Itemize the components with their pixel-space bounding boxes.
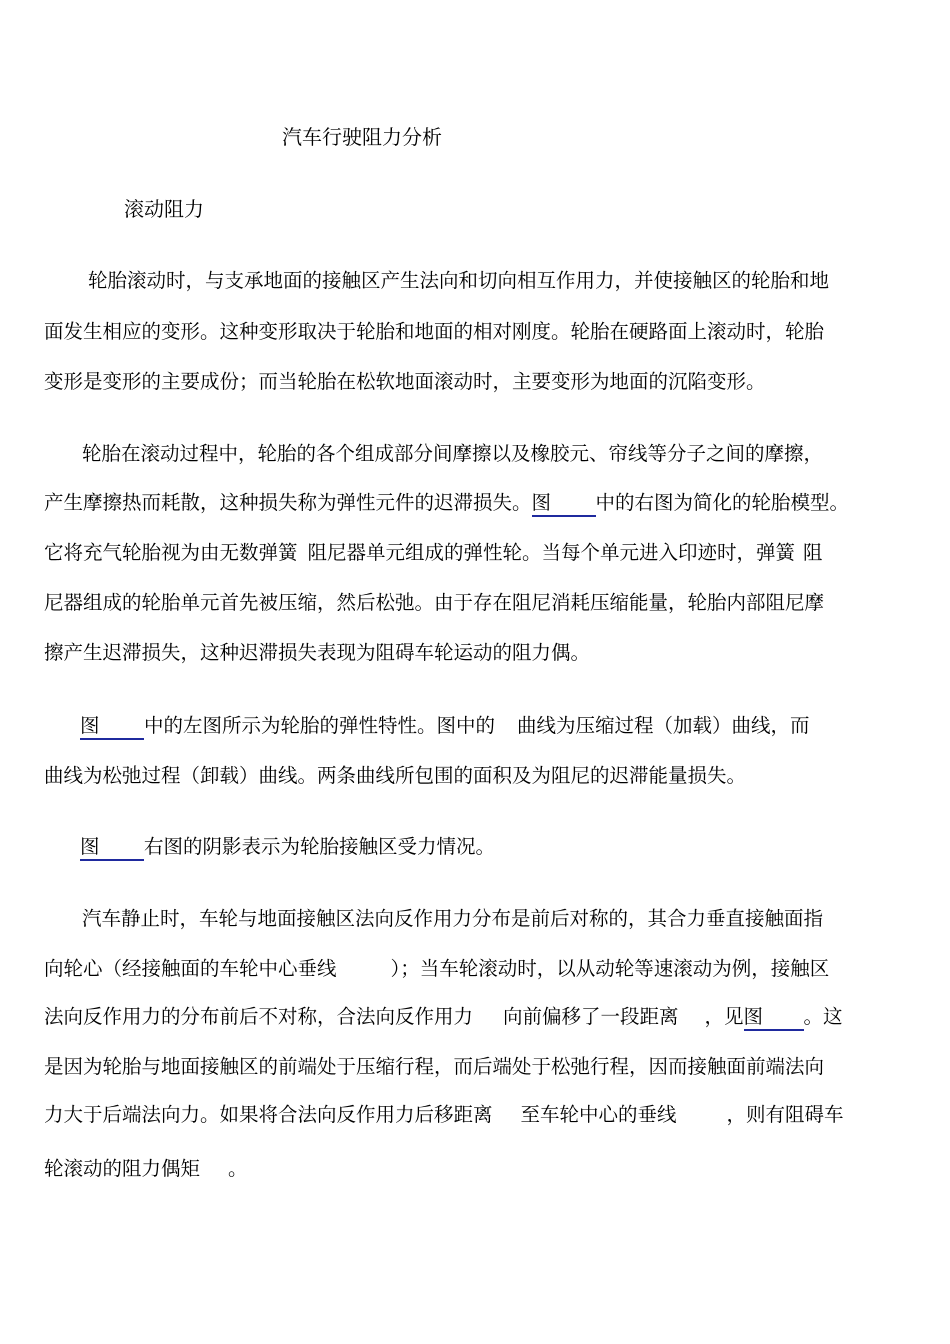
paragraph-1-line-3: 变形是变形的主要成份；而当轮胎在松软地面滚动时，主要变形为地面的沉陷变形。 (44, 370, 766, 393)
figure-reference-link[interactable]: 图 (80, 835, 144, 861)
paragraph-5-text: 轮滚动的阻力偶矩 (44, 1157, 201, 1180)
figure-reference-link[interactable]: 图 (532, 491, 596, 517)
paragraph-5-text: 至车轮中心的垂线 (520, 1103, 677, 1126)
paragraph-4-text: 右图的阴影表示为轮胎接触区受力情况。 (144, 835, 496, 858)
paragraph-5-text: ）；当车轮滚动时，以从动轮等速滚动为例，接触区 (390, 957, 830, 980)
paragraph-2-line-2 (44, 489, 849, 517)
paragraph-5-line-1: 汽车静止时，车轮与地面接触区法向反作用力分布是前后对称的，其合力垂直接触面指 (82, 907, 824, 930)
paragraph-5-text: 力大于后端法向力。如果将合法向反作用力后移距离 (44, 1103, 493, 1126)
paragraph-3-text: 中的左图所示为轮胎的弹性特性。图中的 (144, 714, 496, 737)
paragraph-5-text: 向轮心（经接触面的车轮中心垂线 (44, 957, 337, 980)
paragraph-4-line-1 (80, 833, 495, 861)
paragraph-5-line-4: 是因为轮胎与地面接触区的前端处于压缩行程，而后端处于松弛行程，因而接触面前端法向 (44, 1055, 825, 1078)
paragraph-2-line-4: 尼器组成的轮胎单元首先被压缩，然后松弛。由于存在阻尼消耗压缩能量，轮胎内部阻尼摩 (44, 591, 825, 614)
paragraph-5-text: 向前偏移了一段距离 (503, 1005, 679, 1028)
paragraph-2-text: 产生摩擦热而耗散，这种损失称为弹性元件的迟滞损失。 (44, 491, 532, 514)
paragraph-5-line-5 (44, 1101, 844, 1129)
paragraph-2-line-1: 轮胎在滚动过程中，轮胎的各个组成部分间摩擦以及橡胶元、帘线等分子之间的摩擦， (82, 442, 824, 465)
paragraph-3-line-1 (80, 712, 810, 740)
paragraph-2-line-5: 擦产生迟滞损失，这种迟滞损失表现为阻碍车轮运动的阻力偶。 (44, 641, 591, 664)
paragraph-5-line-3 (44, 1003, 843, 1031)
figure-reference-link[interactable]: 图 (80, 714, 144, 740)
paragraph-5-text: 法向反作用力的分布前后不对称，合法向反作用力 (44, 1005, 474, 1028)
paragraph-2-line-3 (44, 539, 823, 567)
paragraph-5-text: 。这 (803, 1005, 843, 1028)
paragraph-2-text: 阻 (803, 541, 823, 564)
section-heading: 滚动阻力 (124, 197, 204, 221)
paragraph-2-text: 中的右图为简化的轮胎模型。 (595, 491, 850, 514)
paragraph-1-line-1: 轮胎滚动时，与支承地面的接触区产生法向和切向相互作用力，并使接触区的轮胎和地 (88, 269, 830, 292)
paragraph-3-text: 曲线为压缩过程（加载）曲线，而 (517, 714, 810, 737)
paragraph-2-text: 阻尼器单元组成的弹性轮。当每个单元进入印迹时，弹簧 (307, 541, 796, 564)
paragraph-1-line-2: 面发生相应的变形。这种变形取决于轮胎和地面的相对刚度。轮胎在硬路面上滚动时，轮胎 (44, 320, 825, 343)
paragraph-5-line-6 (44, 1155, 248, 1183)
paragraph-5-line-2 (44, 955, 829, 983)
figure-reference-link[interactable]: 图 (744, 1005, 804, 1031)
paragraph-3-line-2: 曲线为松弛过程（卸载）曲线。两条曲线所包围的面积及为阻尼的迟滞能量损失。 (44, 764, 747, 787)
paragraph-5-text: ，则有阻碍车 (726, 1103, 844, 1126)
paragraph-2-text: 它将充气轮胎视为由无数弹簧 (44, 541, 298, 564)
paragraph-5-text: 。 (228, 1157, 248, 1180)
document-title: 汽车行驶阻力分析 (282, 125, 442, 149)
paragraph-5-text: ，见 (704, 1005, 744, 1028)
